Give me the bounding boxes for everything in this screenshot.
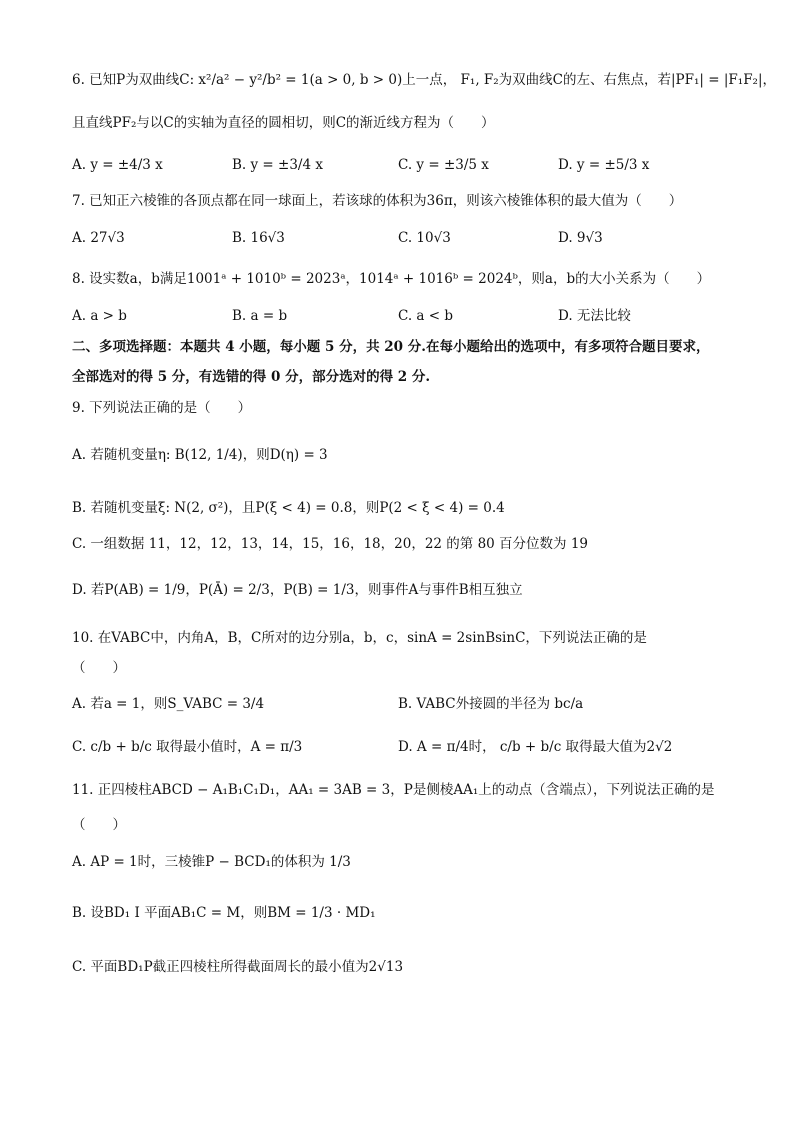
q10-option-a: A. 若a = 1，则S_VABC = 3/4	[72, 696, 265, 712]
q6-option-c: C. y = ±3/5 x	[398, 157, 489, 173]
q11-option-b: B. 设BD₁ I 平面AB₁C = M，则BM = 1/3 · MD₁	[72, 905, 376, 921]
q9-option-c: C. 一组数据 11，12，12，13，14，15，16，18，20，22 的第 80 百分位数为 19	[72, 536, 589, 552]
q11-option-c: C. 平面BD₁P截正四棱柱所得截面周长的最小值为2√13	[72, 959, 404, 975]
q7-stem: 7. 已知正六棱锥的各顶点都在同一球面上，若该球的体积为36π，则该六棱锥体积的最大值为（ ）	[72, 193, 683, 209]
q9-option-d: D. 若P(AB) = 1/9，P(Ā) = 2/3，P(B) = 1/3，则事件A与事件B相互独立	[72, 582, 523, 598]
q6-option-d: D. y = ±5/3 x	[558, 157, 650, 173]
q7-option-d: D. 9√3	[558, 230, 603, 246]
q10-option-d: D. A = π/4时， c/b + b/c 取得最大值为2√2	[398, 739, 673, 755]
q8-option-d: D. 无法比较	[558, 308, 631, 324]
section-2-heading-line1: 二、多项选择题：本题共 4 小题，每小题 5 分，共 20 分.在每小题给出的选项中，有多项符合题目要求，	[72, 339, 710, 355]
section-2-heading-line2: 全部选对的得 5 分，有选错的得 0 分，部分选对的得 2 分.	[72, 369, 431, 385]
q8-option-b: B. a = b	[232, 308, 288, 324]
q7-option-b: B. 16√3	[232, 230, 285, 246]
q7-option-c: C. 10√3	[398, 230, 451, 246]
q10-option-c: C. c/b + b/c 取得最小值时，A = π/3	[72, 739, 303, 755]
q11-paren: （ ）	[72, 817, 126, 833]
q9-stem: 9. 下列说法正确的是（ ）	[72, 400, 252, 416]
q8-option-a: A. a > b	[72, 308, 127, 324]
q11-option-a: A. AP = 1时，三棱锥P − BCD₁的体积为 1/3	[72, 854, 351, 870]
q10-option-b: B. VABC外接圆的半径为 bc/a	[398, 696, 584, 712]
q6-stem-line1: 6. 已知P为双曲线C: x²/a² − y²/b² = 1(a > 0, b > 0)上一点， F₁, F₂为双曲线C的左、右焦点，若|PF₁| = |F₁F₂|，	[72, 72, 777, 88]
q6-option-b: B. y = ±3/4 x	[232, 157, 323, 173]
q9-option-a: A. 若随机变量η: B(12, 1/4)，则D(η) = 3	[72, 447, 328, 463]
q10-paren: （ ）	[72, 660, 126, 676]
q6-stem-line2: 且直线PF₂与以C的实轴为直径的圆相切，则C的渐近线方程为（ ）	[72, 115, 495, 131]
q9-option-b: B. 若随机变量ξ: N(2, σ²)，且P(ξ < 4) = 0.8，则P(2 < ξ < 4) = 0.4	[72, 500, 505, 516]
q11-stem: 11. 正四棱柱ABCD − A₁B₁C₁D₁，AA₁ = 3AB = 3，P是侧棱AA₁上的动点（含端点），下列说法正确的是	[72, 782, 715, 798]
q8-option-c: C. a < b	[398, 308, 454, 324]
q10-stem: 10. 在VABC中，内角A，B，C所对的边分别a，b，c，sinA = 2sinBsinC，下列说法正确的是	[72, 630, 647, 646]
q7-option-a: A. 27√3	[72, 230, 125, 246]
q6-option-a: A. y = ±4/3 x	[72, 157, 163, 173]
q8-stem: 8. 设实数a，b满足1001ᵃ + 1010ᵇ = 2023ᵃ，1014ᵃ + 1016ᵇ = 2024ᵇ，则a，b的大小关系为（ ）	[72, 271, 711, 287]
